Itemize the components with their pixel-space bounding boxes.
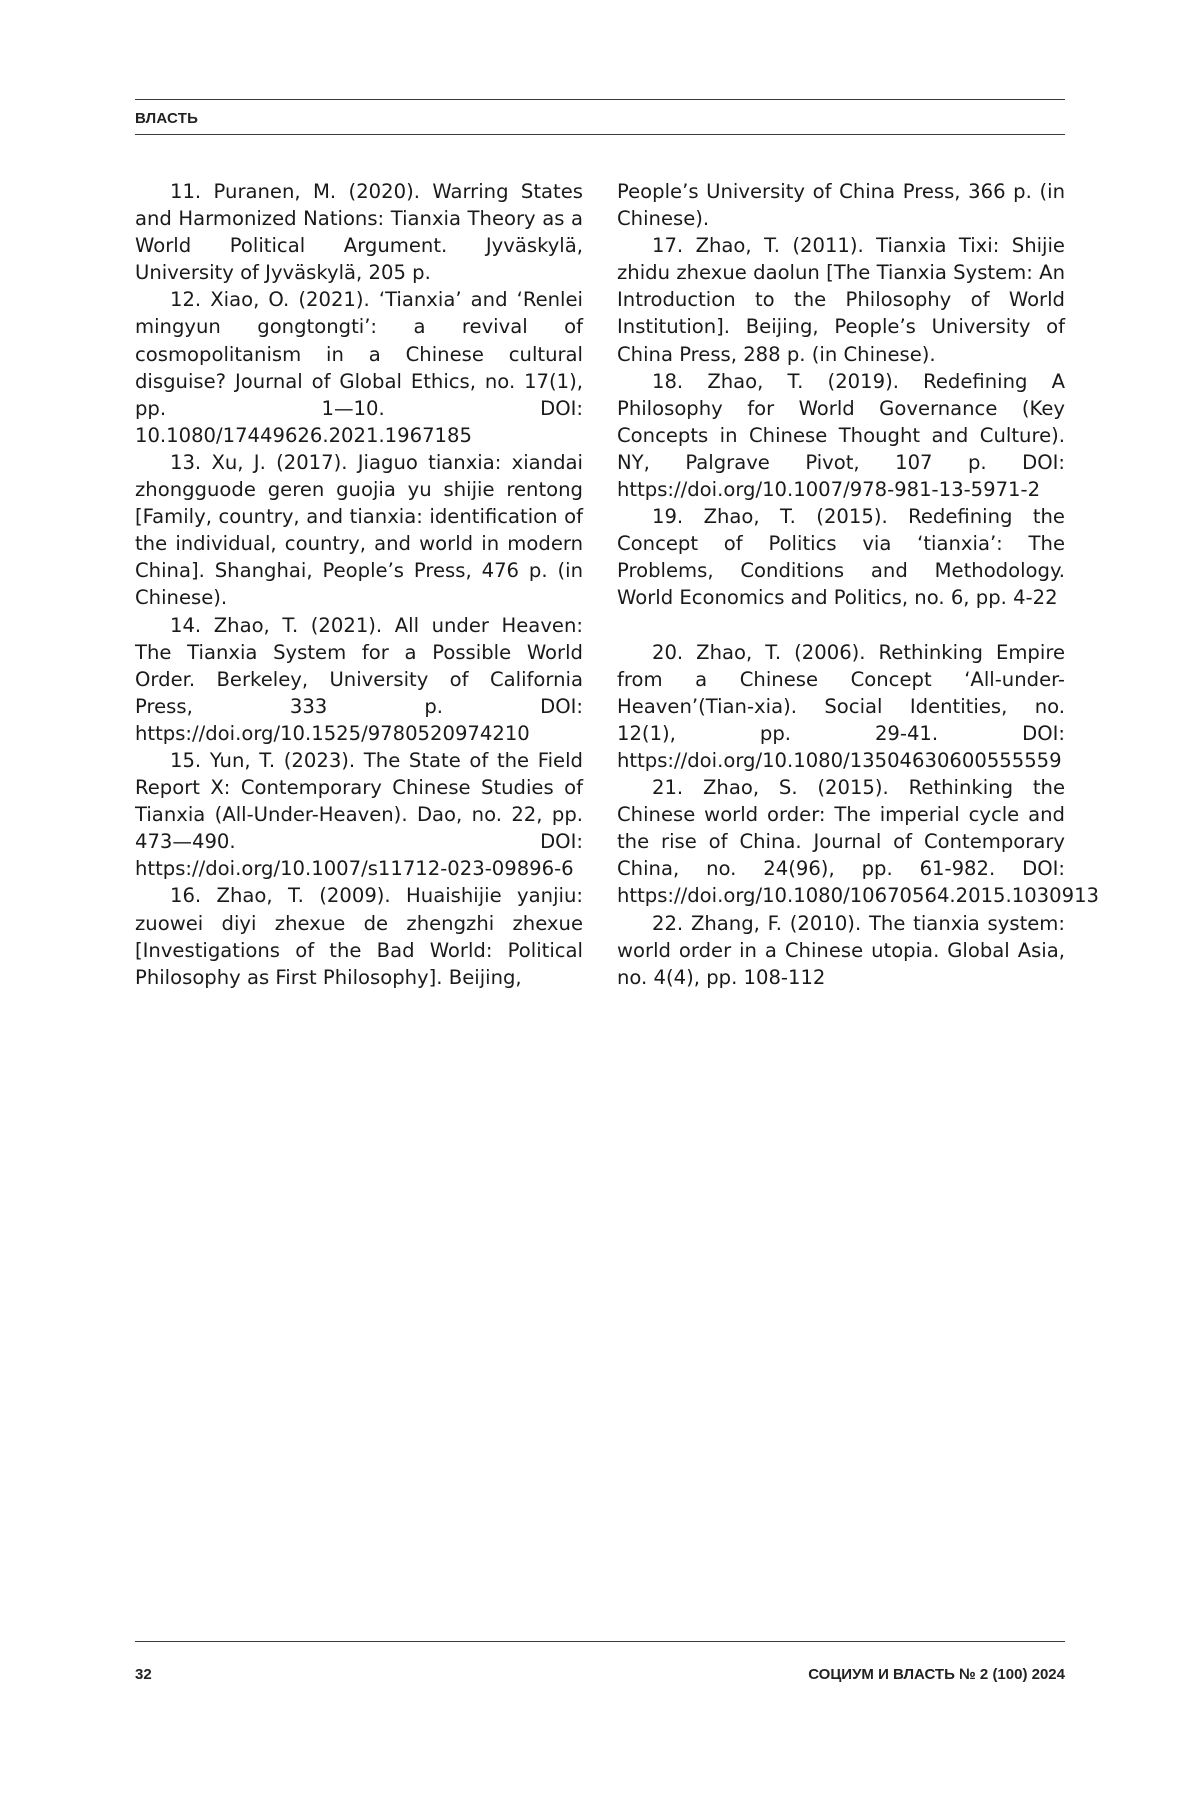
running-footer	[135, 1641, 1065, 1683]
page-number: 32	[135, 1666, 152, 1683]
reference-14: 14. Zhao, T. (2021). All under Heaven: The Tianxia System for a Possible World Order. Berkeley, University of California Press, 333 p. DOI: https://doi.org/10.1525/9780520974210	[135, 613, 583, 745]
running-header	[135, 99, 1065, 135]
reference-21: 21. Zhao, S. (2015). Rethinking the Chinese world order: The imperial cycle and the rise of China. Journal of Contemporary China, no. 24(96), pp. 61-982. DOI: https://doi.org/10.1080/10670564.2015.1030913	[617, 776, 1100, 908]
blank-line	[617, 612, 1065, 639]
references-column-left	[135, 178, 583, 991]
section-title: ВЛАСТЬ	[135, 110, 199, 127]
reference-16: 16. Zhao, T. (2009). Huaishijie yanjiu: zuowei diyi zhexue de zhengzhi zhexue [Investigations of the Bad World: Political Philosophy as First Philosophy]. Beijing,	[135, 884, 583, 989]
journal-title: СОЦИУМ И ВЛАСТЬ № 2 (100) 2024	[808, 1666, 1065, 1683]
reference-19: 19. Zhao, T. (2015). Redefining the Concept of Politics via ‘tianxia’: The Problems, Conditions and Methodology. World Economics and Politics, no. 6, pp. 4-22	[617, 505, 1065, 610]
reference-22: 22. Zhang, F. (2010). The tianxia system: world order in a Chinese utopia. Global Asia, no. 4(4), pp. 108-112	[617, 911, 1065, 989]
reference-18: 18. Zhao, T. (2019). Redefining A Philosophy for World Governance (Key Concepts in Chinese Thought and Culture). NY, Palgrave Pivot, 107 p. DOI: https://doi.org/10.1007/978-981-13-5971-2	[617, 369, 1065, 502]
reference-12: 12. Xiao, O. (2021). ‘Tianxia’ and ‘Renlei mingyun gongtongti’: a revival of cosmopolitanism in a Chinese cultural disguise? Journal of Global Ethics, no. 17(1), pp. 1—10. DOI: 10.1080/17449626.2021.1967185	[135, 288, 583, 447]
reference-17: 17. Zhao, T. (2011). Tianxia Tixi: Shijie zhidu zhexue daolun [The Tianxia System: An Introduction to the Philosophy of World Institution]. Beijing, People’s University of China Press, 288 p. (in Chinese).	[617, 234, 1065, 366]
reference-11: 11. Puranen, M. (2020). Warring States and Harmonized Nations: Tianxia Theory as a World Political Argument. Jyväskylä, University of Jyväskylä, 205 p.	[135, 180, 583, 285]
references-column-right	[617, 178, 1100, 991]
reference-20: 20. Zhao, T. (2006). Rethinking Empire from a Chinese Concept ‘All-under-Heaven’(Tian-xia). Social Identities, no. 12(1), pp. 29-41. DOI: https://doi.org/10.1080/13504630600555559	[617, 640, 1065, 772]
reference-16-continuation: People’s University of China Press, 366 p. (in Chinese).	[617, 180, 1065, 231]
reference-15: 15. Yun, T. (2023). The State of the Field Report X: Contemporary Chinese Studies of Tianxia (All-Under-Heaven). Dao, no. 22, pp. 473—490. DOI: https://doi.org/10.1007/s11712-023-09896-6	[135, 748, 583, 881]
reference-13: 13. Xu, J. (2017). Jiaguo tianxia: xiandai zhongguode geren guojia yu shijie rentong [Family, country, and tianxia: identification of the individual, country, and world in modern China]. Shanghai, People’s Press, 476 p. (in Chinese).	[135, 450, 583, 610]
